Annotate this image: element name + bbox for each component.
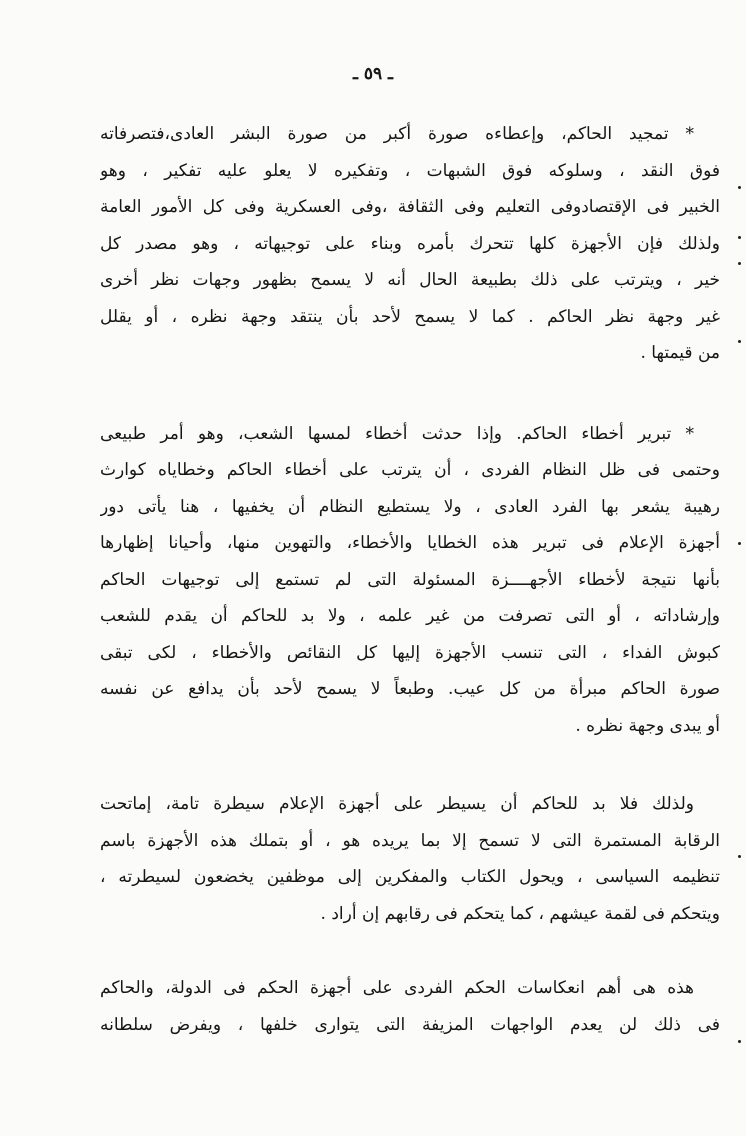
scan-speck bbox=[738, 855, 741, 858]
text-line: خير ، ويترتب على ذلك بطبيعة الحال أنه لا يسمح بظهور وجهات نظر أخرى bbox=[100, 270, 720, 290]
scan-speck bbox=[738, 340, 741, 343]
text-line: الخبير فى الإقتصادوفى التعليم وفى الثقافة ،وفى العسكرية وفى كل الأمور العامة bbox=[100, 197, 720, 217]
text-line: بأنها نتيجة لأخطاء الأجهــــزة المسئولة التى لم تستمع إلى توجيهات الحاكم bbox=[100, 569, 720, 590]
text-line: أو يبدى وجهة نظره . bbox=[575, 715, 720, 736]
scan-speck bbox=[738, 262, 741, 265]
text-line: ويتحكم فى لقمة عيشهم ، كما يتحكم فى رقابهم إن أراد . bbox=[320, 903, 720, 924]
text-line: غير وجهة نظر الحاكم . كما لا يسمح لأحد بأن ينتقد وجهة نظره ، أو يقلل bbox=[100, 306, 720, 327]
paragraph-media-control bbox=[100, 786, 720, 932]
text-line: وإرشاداته ، أو التى تصرفت من غير علمه ، ولا بد للحاكم أن يقدم للشعب bbox=[100, 606, 720, 626]
scan-speck bbox=[738, 542, 741, 545]
paragraph-justifying-errors bbox=[100, 416, 720, 745]
text-line: وحتمى فى ظل النظام الفردى ، أن يترتب على أخطاء الحاكم وخطاياه كوارث bbox=[100, 460, 720, 480]
text-line: تنظيمه السياسى ، ويحول الكتاب والمفكرين إلى موظفين يخضعون لسيطرته ، bbox=[100, 867, 720, 887]
scan-speck bbox=[738, 236, 741, 239]
paragraph-reflections bbox=[100, 970, 720, 1043]
scan-speck bbox=[738, 1040, 741, 1043]
text-line: هذه هى أهم انعكاسات الحكم الفردى على أجهزة الحكم فى الدولة، والحاكم bbox=[100, 978, 694, 998]
page-body bbox=[100, 116, 720, 1043]
text-line: الرقابة المستمرة التى لا تسمح إلا بما يريده هو ، أو بتملك هذه الأجهزة باسم bbox=[100, 830, 720, 851]
text-line: ولذلك فلا بد للحاكم أن يسيطر على أجهزة الإعلام سيطرة تامة، إماتحت bbox=[100, 794, 694, 814]
text-line: * تبرير أخطاء الحاكم. وإذا حدثت أخطاء لمسها الشعب، وهو أمر طبيعى bbox=[100, 423, 694, 444]
text-line: * تمجيد الحاكم، وإعطاءه صورة أكبر من صورة البشر العادى،فتصرفاته bbox=[100, 124, 694, 144]
text-line: أجهزة الإعلام فى تبرير هذه الخطايا والأخطاء، والتهوين منها، وأحيانا إظهارها bbox=[100, 533, 720, 553]
page-number: ـ ٥٩ ـ bbox=[352, 64, 394, 84]
text-line: كبوش الفداء ، التى تنسب الأجهزة إليها كل النقائص والأخطاء ، لكى تبقى bbox=[100, 642, 720, 663]
text-line: فوق النقد ، وسلوكه فوق الشبهات ، وتفكيره لا يعلو عليه تفكير ، وهو bbox=[100, 160, 720, 181]
scan-speck bbox=[738, 186, 741, 189]
text-line: من قيمتها . bbox=[640, 343, 720, 363]
text-line: رهيبة يشعر بها الفرد العادى ، ولا يستطيع النظام أن يخفيها ، هنا يأتى دور bbox=[100, 496, 720, 517]
text-line: ولذلك فإن الأجهزة كلها تتحرك بأمره وبناء على توجيهاته ، وهو مصدر كل bbox=[100, 233, 720, 254]
text-line: فى ذلك لن يعدم الواجهات المزيفة التى يتوارى خلفها ، ويفرض سلطانه bbox=[100, 1014, 720, 1035]
paragraph-glorifying-ruler bbox=[100, 116, 720, 372]
text-line: صورة الحاكم مبرأة من كل عيب. وطبعاً لا يسمح لأحد بأن يدافع عن نفسه bbox=[100, 679, 720, 699]
